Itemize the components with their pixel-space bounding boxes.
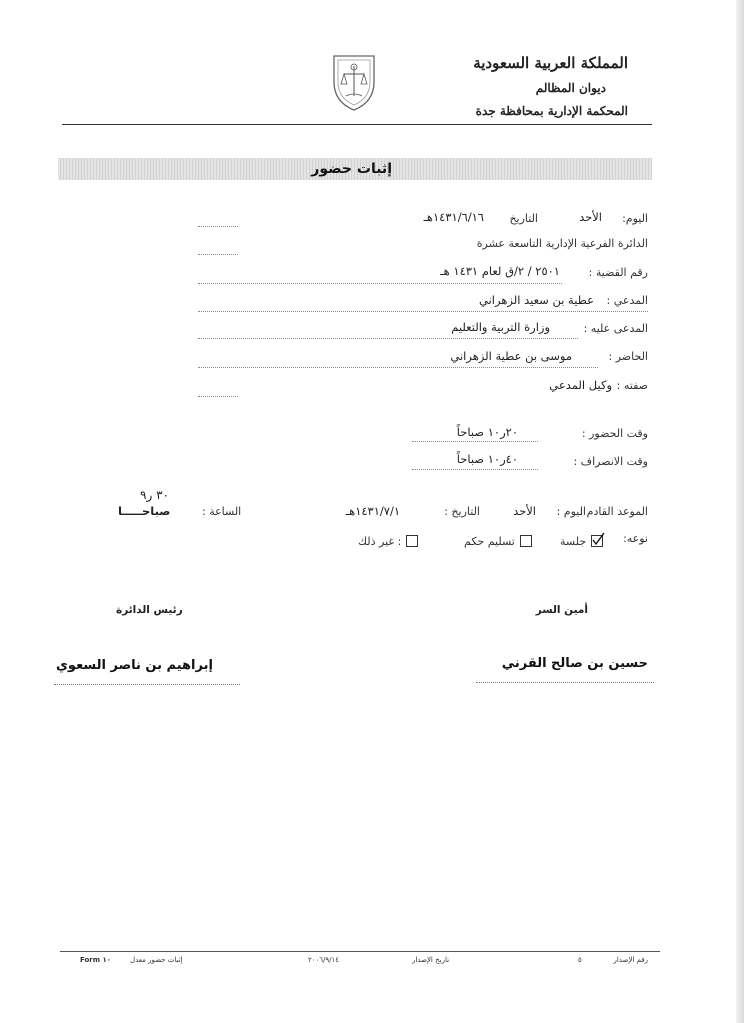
circuit-underline <box>198 254 238 255</box>
arrival-label: وقت الحضور : <box>581 427 648 440</box>
defendant-underline <box>198 338 578 339</box>
header-rule <box>62 124 652 125</box>
checkbox-empty-icon[interactable] <box>406 535 418 547</box>
plaintiff-underline <box>198 311 648 312</box>
day-value: الأحد <box>579 210 602 224</box>
type-option-other-label: غير ذلك : <box>358 535 402 548</box>
type-option-session-label: جلسة <box>560 535 587 548</box>
circuit-text: الدائرة الفرعية الإدارية التاسعة عشرة <box>476 237 648 250</box>
defendant-value: وزارة التربية والتعليم <box>451 320 550 334</box>
defendant-label: المدعى عليه : <box>583 322 648 335</box>
next-date-value: ١٤٣١/٧/١هـ <box>345 504 400 518</box>
footer-rule <box>60 951 660 952</box>
type-option-session[interactable] <box>560 530 603 549</box>
checkbox-checked-icon[interactable] <box>591 535 603 547</box>
departure-underline <box>412 469 538 470</box>
departure-label: وقت الانصراف : <box>573 455 648 468</box>
arrival-value: ٢٠ر١٠ صباحاً <box>456 425 518 439</box>
next-day-value: الأحد <box>513 504 536 518</box>
head-title: رئيس الدائرة <box>116 604 183 616</box>
secretary-signature-line <box>476 682 654 683</box>
next-label: الموعد القادم : <box>579 505 648 518</box>
checkbox-empty-icon[interactable] <box>520 535 532 547</box>
type-option-judgment-label: تسليم حكم <box>464 535 515 548</box>
next-time-period: صباحـــــا <box>118 504 171 518</box>
next-day-label: اليوم : <box>556 505 586 518</box>
page-title: إثبات حضور <box>311 161 392 177</box>
case-value: ٢٥٠١ / ٢/ق لعام ١٤٣١ هـ <box>440 264 560 278</box>
footer-issue-no: ٥ <box>578 956 582 964</box>
case-label: رقم القضية : <box>588 266 648 279</box>
date-underline <box>198 226 238 227</box>
next-time-label: الساعة : <box>202 505 242 518</box>
attendee-underline <box>198 367 598 368</box>
capacity-label: صفته : <box>616 379 648 392</box>
plaintiff-value: عطية بن سعيد الزهراني <box>479 293 594 307</box>
plaintiff-label: المدعي : <box>606 294 648 307</box>
page-edge <box>736 0 744 1023</box>
type-option-judgment[interactable] <box>464 530 532 549</box>
attendee-label: الحاضر : <box>608 350 648 363</box>
case-underline <box>198 283 562 284</box>
secretary-name: حسين بن صالح القرني <box>501 656 648 671</box>
capacity-value: وكيل المدعي <box>549 378 612 392</box>
footer-issue-no-label: رقم الإصدار <box>613 956 648 964</box>
secretary-title: أمين السر <box>535 604 588 616</box>
arrival-underline <box>412 441 538 442</box>
footer-form-title: إثبات حضور معدل <box>130 956 183 964</box>
departure-value: ٤٠ر١٠ صباحاً <box>456 452 518 466</box>
court-heading: المحكمة الإدارية بمحافظة جدة <box>475 104 628 118</box>
date-label: التاريخ <box>509 212 538 225</box>
next-time-value: ٣٠ ر٩ <box>140 488 169 502</box>
court-emblem <box>330 52 378 112</box>
type-option-other[interactable] <box>358 530 418 549</box>
type-label: نوعه: <box>623 532 648 545</box>
attendee-value: موسى بن عطية الزهراني <box>450 349 572 363</box>
next-date-label: التاريخ : <box>444 505 480 518</box>
diwan-heading: ديوان المظالم <box>535 81 606 95</box>
footer-form-code: Form ١٠ <box>80 956 112 964</box>
footer-issue-date: ٢٠٠٦/٩/١٤ <box>308 956 340 964</box>
date-value: ١٤٣١/٦/١٦هـ <box>423 210 484 224</box>
head-signature-line <box>54 684 240 685</box>
kingdom-heading: المملكة العربية السعودية <box>473 54 628 72</box>
day-label: اليوم: <box>622 212 648 225</box>
capacity-underline <box>198 396 238 397</box>
head-name: إبراهيم بن ناصر السعوي <box>56 658 213 673</box>
footer-issue-date-label: تاريخ الإصدار <box>412 956 450 964</box>
